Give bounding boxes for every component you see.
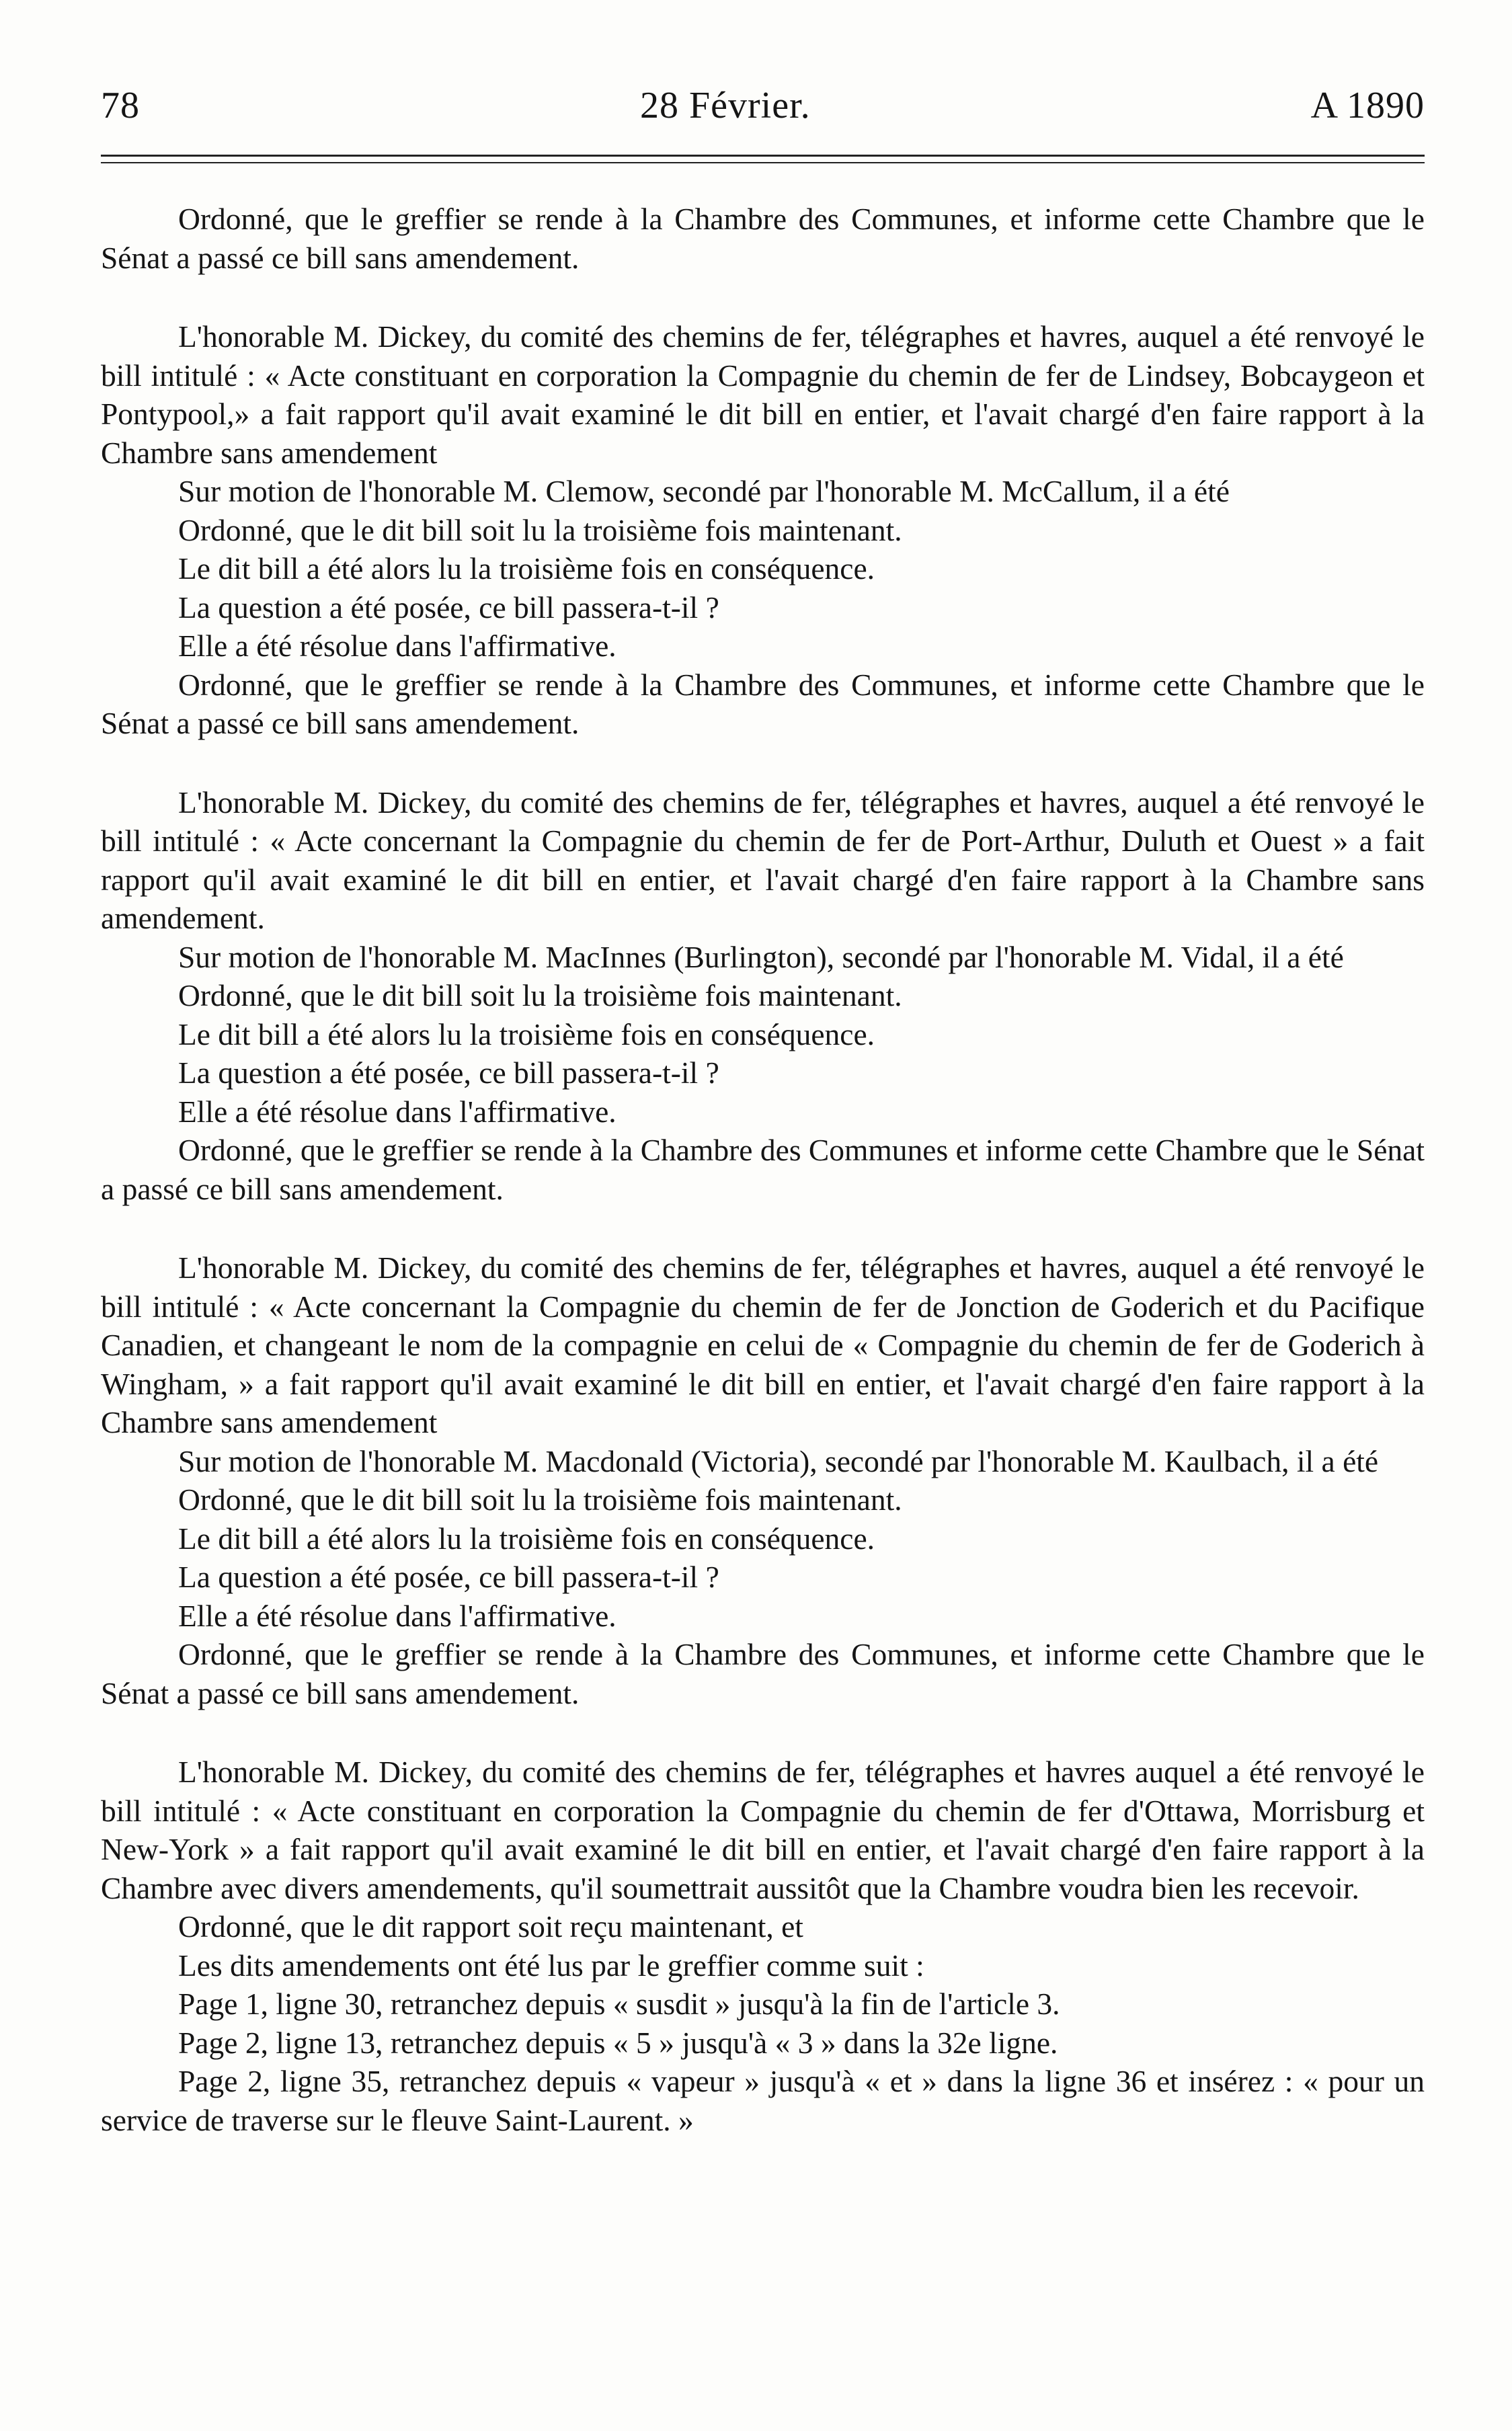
block-spacer: [101, 1712, 1425, 1753]
paragraph: Ordonné, que le greffier se rende à la Chambre des Communes, et informe cette Chambre que le Sénat a passé ce bill sans amendement.: [101, 1637, 1425, 1710]
paragraph: Le dit bill a été alors lu la troisième fois en conséquence.: [178, 551, 875, 586]
paragraph: La question a été posée, ce bill passera-t-il ?: [178, 1055, 719, 1090]
page-year: A 1890: [1310, 85, 1425, 126]
paragraph: Ordonné, que le greffier se rende à la Chambre des Communes et informe cette Chambre que le Sénat a passé ce bill sans amendement.: [101, 1133, 1425, 1206]
paragraph: Les dits amendements ont été lus par le greffier comme suit :: [178, 1948, 924, 1983]
proceeding-block: [101, 1248, 1425, 1712]
paragraph: Page 2, ligne 13, retranchez depuis « 5 » jusqu'à « 3 » dans la 32e ligne.: [178, 2025, 1058, 2060]
paragraph: Sur motion de l'honorable M. Clemow, secondé par l'honorable M. McCallum, il a été: [178, 474, 1230, 508]
paragraph: L'honorable M. Dickey, du comité des chemins de fer, télégraphes et havres, auquel a été renvoyé le bill intitulé : « Acte concernant la Compagnie du chemin de fer de Jonction de Goderich et du Pacifique Canadien, et changeant le nom de la compagnie en celui de « Compagnie du chemin de fer de Goderich à Wingham, » a fait rapport qu'il avait examiné le dit bill en entier, et l'avait chargé d'en faire rapport à la Chambre sans amendement: [101, 1250, 1425, 1439]
paragraph: Ordonné, que le dit bill soit lu la troisième fois maintenant.: [178, 1482, 902, 1517]
paragraph: L'honorable M. Dickey, du comité des chemins de fer, télégraphes et havres, auquel a été renvoyé le bill intitulé : « Acte constituant en corporation la Compagnie du chemin de fer de Lindsey, Bobcaygeon et Pontypool,» a fait rapport qu'il avait examiné le dit bill en entier, et l'avait chargé d'en faire rapport à la Chambre sans amendement: [101, 319, 1425, 470]
paragraph: La question a été posée, ce bill passera-t-il ?: [178, 590, 719, 625]
page-header: [101, 82, 1425, 129]
paragraph: Elle a été résolue dans l'affirmative.: [178, 629, 616, 663]
paragraph: Ordonné, que le greffier se rende à la Chambre des Communes, et informe cette Chambre que le Sénat a passé ce bill sans amendement.: [101, 202, 1425, 275]
proceeding-block: [101, 200, 1425, 277]
paragraph: Sur motion de l'honorable M. Macdonald (Victoria), secondé par l'honorable M. Kaulbach, il a été: [178, 1443, 1379, 1478]
block-spacer: [101, 743, 1425, 783]
paragraph: Elle a été résolue dans l'affirmative.: [178, 1598, 616, 1633]
paragraph: L'honorable M. Dickey, du comité des chemins de fer, télégraphes et havres auquel a été renvoyé le bill intitulé : « Acte constituant en corporation la Compagnie du chemin de fer d'Ottawa, Morrisburg et New-York » a fait rapport qu'il avait examiné le dit bill en entier, et l'avait chargé d'en faire rapport à la Chambre avec divers amendements, qu'il soumettrait aussitôt que la Chambre voudra bien les recevoir.: [101, 1755, 1425, 1905]
paragraph: Ordonné, que le dit rapport soit reçu maintenant, et: [178, 1909, 803, 1944]
paragraph: Elle a été résolue dans l'affirmative.: [178, 1094, 616, 1129]
header-rule: [101, 155, 1425, 163]
paragraph: La question a été posée, ce bill passera-t-il ?: [178, 1560, 719, 1594]
paragraph: Page 1, ligne 30, retranchez depuis « susdit » jusqu'à la fin de l'article 3.: [178, 1987, 1060, 2021]
paragraph: L'honorable M. Dickey, du comité des chemins de fer, télégraphes et havres, auquel a été renvoyé le bill intitulé : « Acte concernant la Compagnie du chemin de fer de Port-Arthur, Duluth et Ouest » a fait rapport qu'il avait examiné le dit bill en entier, et l'avait chargé d'en faire rapport à la Chambre sans amendement.: [101, 785, 1425, 935]
block-spacer: [101, 1208, 1425, 1248]
proceeding-block: [101, 783, 1425, 1209]
page-number: 78: [101, 85, 140, 126]
paragraph: Ordonné, que le dit bill soit lu la troisième fois maintenant.: [178, 978, 902, 1012]
paragraph: Ordonné, que le dit bill soit lu la troisième fois maintenant.: [178, 512, 902, 547]
paragraph: Le dit bill a été alors lu la troisième fois en conséquence.: [178, 1017, 875, 1051]
paragraph: Le dit bill a été alors lu la troisième fois en conséquence.: [178, 1521, 875, 1556]
paragraph: Ordonné, que le greffier se rende à la Chambre des Communes, et informe cette Chambre que le Sénat a passé ce bill sans amendement.: [101, 667, 1425, 740]
proceeding-block: [101, 317, 1425, 743]
document-body: [101, 200, 1425, 2139]
paragraph: Page 2, ligne 35, retranchez depuis « vapeur » jusqu'à « et » dans la ligne 36 et insérez : « pour un service de traverse sur le fleuve Saint-Laurent. »: [101, 2064, 1425, 2137]
proceeding-block: [101, 1753, 1425, 2139]
page-date: 28 Février.: [640, 85, 811, 126]
block-spacer: [101, 277, 1425, 317]
paragraph: Sur motion de l'honorable M. MacInnes (Burlington), secondé par l'honorable M. Vidal, il a été: [178, 939, 1344, 974]
